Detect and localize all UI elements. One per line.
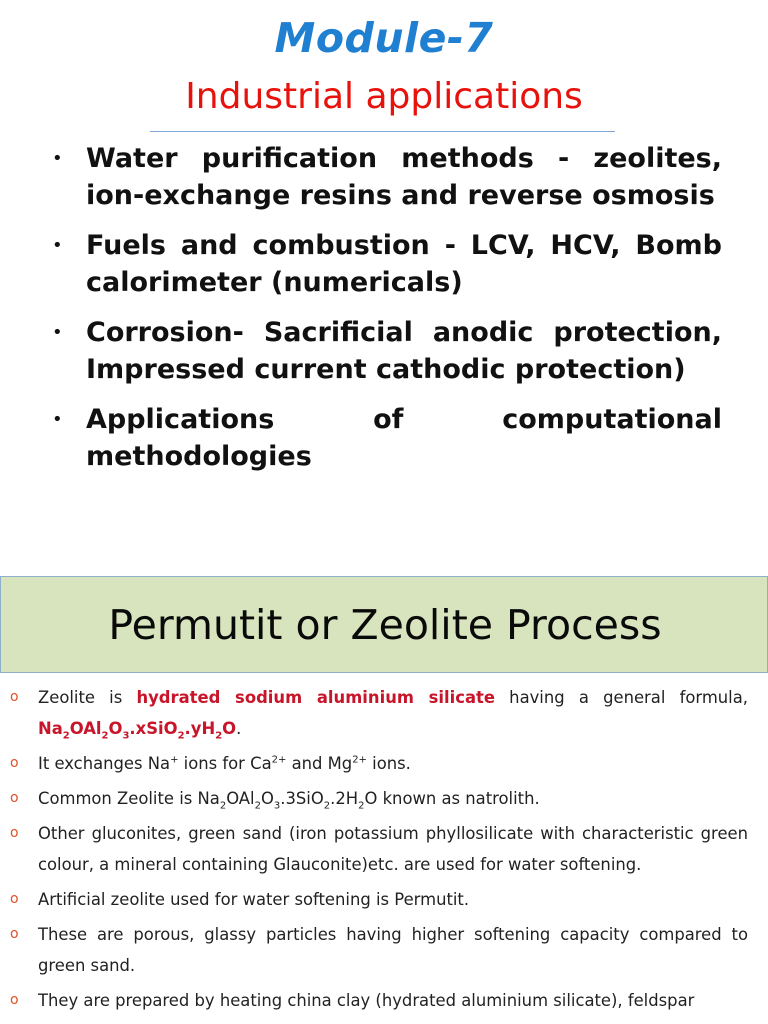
module-title: Module-7 bbox=[274, 14, 494, 62]
topic-text: Fuels and combustion - LCV, HCV, Bomb calorimeter (numericals) bbox=[86, 230, 722, 298]
fact-item bbox=[10, 884, 748, 915]
fact-text: having a general formula, bbox=[494, 688, 748, 707]
fact-item bbox=[10, 748, 748, 779]
fact-text: Common Zeolite is Na bbox=[38, 789, 220, 808]
fact-text: ions. bbox=[366, 754, 411, 773]
formula-part: O bbox=[222, 719, 237, 738]
bullet-icon: • bbox=[52, 409, 63, 430]
zeolite-fact-list bbox=[10, 682, 748, 1020]
fact-item bbox=[10, 682, 748, 744]
highlight-term: hydrated sodium aluminium silicate bbox=[136, 688, 495, 707]
formula-subscript: 2 bbox=[215, 730, 223, 742]
formula-subscript: 3 bbox=[122, 730, 130, 742]
circle-bullet-icon: o bbox=[10, 926, 19, 942]
topic-item bbox=[52, 401, 722, 475]
fact-text: They are prepared by heating china clay (hydrated aluminium silicate), feldspar bbox=[38, 991, 695, 1010]
fact-text: .3SiO bbox=[280, 789, 324, 808]
bullet-icon: • bbox=[52, 235, 63, 256]
topic-item bbox=[52, 227, 722, 301]
formula-subscript: 3 bbox=[273, 800, 281, 812]
topic-list bbox=[52, 140, 722, 488]
formula-part: .yH bbox=[184, 719, 216, 738]
circle-bullet-icon: o bbox=[10, 891, 19, 907]
topic-item bbox=[52, 140, 722, 214]
formula-part: Na bbox=[38, 719, 63, 738]
topic-item bbox=[52, 314, 722, 388]
formula-part: O bbox=[108, 719, 123, 738]
banner-title: Permutit or Zeolite Process bbox=[108, 601, 662, 649]
fact-text: .2H bbox=[330, 789, 359, 808]
circle-bullet-icon: o bbox=[10, 689, 19, 705]
fact-text: O known as natrolith. bbox=[364, 789, 540, 808]
section-banner bbox=[0, 576, 768, 673]
ion-charge: 2+ bbox=[352, 754, 367, 766]
fact-text: ions for Ca bbox=[178, 754, 272, 773]
fact-text: These are porous, glassy particles having higher softening capacity compared to green sand. bbox=[38, 925, 748, 975]
formula-subscript: 2 bbox=[254, 800, 261, 812]
formula-subscript: 2 bbox=[219, 800, 227, 812]
ion-charge: 2+ bbox=[271, 754, 287, 766]
fact-item bbox=[10, 919, 748, 981]
circle-bullet-icon: o bbox=[10, 790, 19, 806]
circle-bullet-icon: o bbox=[10, 825, 19, 841]
fact-text: It exchanges Na bbox=[38, 754, 171, 773]
formula-subscript: 2 bbox=[101, 730, 109, 742]
topic-text: Water purification methods - zeolites, ion-exchange resins and reverse osmosis bbox=[86, 143, 722, 211]
topic-text: Applications of computational methodologies bbox=[86, 404, 722, 472]
fact-text: Artificial zeolite used for water softening is Permutit. bbox=[38, 890, 470, 909]
formula-subscript: 2 bbox=[177, 730, 185, 742]
circle-bullet-icon: o bbox=[10, 755, 19, 771]
bullet-icon: • bbox=[52, 322, 63, 343]
fact-item bbox=[10, 818, 748, 880]
fact-text: and Mg bbox=[286, 754, 353, 773]
formula-subscript: 2 bbox=[323, 800, 331, 812]
title-divider bbox=[150, 131, 615, 132]
formula-part: .xSiO bbox=[129, 719, 178, 738]
fact-text: Other gluconites, green sand (iron potassium phyllosilicate with characteristic green colour, a mineral containing Glauconite)etc. are used for water softening. bbox=[38, 824, 748, 874]
ion-charge: + bbox=[170, 754, 179, 766]
topic-text: Corrosion- Sacrificial anodic protection, Impressed current cathodic protection) bbox=[86, 317, 722, 385]
fact-text: OAl bbox=[226, 789, 255, 808]
formula-subscript: 2 bbox=[358, 800, 365, 812]
formula-subscript: 2 bbox=[62, 730, 70, 742]
fact-text: . bbox=[236, 719, 242, 738]
fact-item bbox=[10, 783, 748, 814]
bullet-icon: • bbox=[52, 148, 63, 169]
module-subtitle: Industrial applications bbox=[185, 76, 583, 117]
fact-text: Zeolite is bbox=[38, 688, 137, 707]
formula-part: OAl bbox=[69, 719, 102, 738]
general-formula bbox=[38, 719, 237, 742]
fact-text: O bbox=[260, 789, 274, 808]
circle-bullet-icon: o bbox=[10, 992, 19, 1008]
fact-item bbox=[10, 985, 748, 1016]
